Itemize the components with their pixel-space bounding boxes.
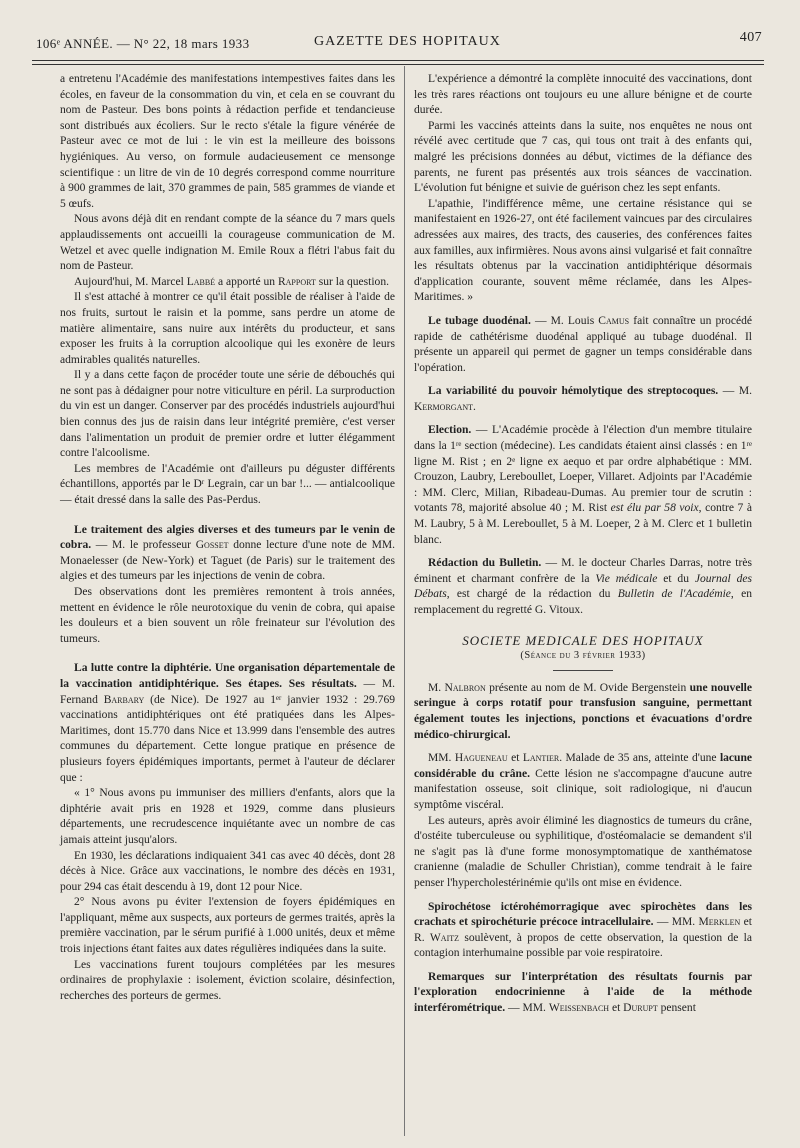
article-diphtheria: La lutte contre la diphtérie. Une organisation départementale de la vaccination antidiphtérique. Ses étapes. Ses résultats. — M. Fernand Barbary (de Nice). De 1927 au 1ᵉʳ janvier 1932 : 29.769 vaccinations antidiphtériques ont été pratiquées dans les Alpes-Maritimes, dont 15.770 dans Nice et 13.999 dans l'ensemble des autres communes du département. Cette longue pratique en présence de plusieurs foyers épidémiques importants, permet à l'auteur de déclarer que : <box>60 662 395 784</box>
author-name: Camus <box>598 314 630 327</box>
author-name: Durupt <box>623 1002 658 1015</box>
section-title: SOCIETE MEDICALE DES HOPITAUX <box>462 632 704 648</box>
article-cobra: Le traitement des algies diverses et des tumeurs par le venin de cobra. — M. le professeur Gosset donne lecture d'une note de MM. Monaelesser (de New-York) et Taguet (de Paris) sur le traitement des algies et des tumeurs par les injections de venin de cobra. <box>60 523 395 583</box>
paragraph: Nous avons déjà dit en rendant compte de la séance du 7 mars quels applaudissements ont accueilli la courageuse communication de M. Wetzel et avec quelle indignation M. Emile Roux a flétri l'abus fait du nom de Pasteur. <box>60 213 395 273</box>
article-crane: MM. Hagueneau et Lantier. Malade de 35 ans, atteinte d'une lacune considérable du crâne. Cette lésion ne s'accompagne d'aucune autre manifestation osseuse, soit clinique, soit radiologique, ni d'aucun symptôme viscéral. <box>414 752 753 811</box>
page-header <box>32 28 762 58</box>
author-name: Waitz <box>429 931 460 944</box>
paragraph: Il y a dans cette façon de procéder toute une série de débouchés qui ne sont pas à dédaigner pour notre viticulture en péril. La surproduction du vin est un danger. Conserver par des procédés industriels aujourd'hui bien connus des jus de raisin dans leur intégrité première, c'est verser dans l'alimentation un produit de premier ordre et lutter élégamment contre l'alcoolisme. <box>60 369 395 460</box>
author-name: Nalbron <box>444 681 486 694</box>
header-rule-top <box>32 60 764 61</box>
article-tubage: Le tubage duodénal. — M. Louis Camus fait connaître un procédé rapide de cathétérisme duodénal appliqué au tubage duodénal. Il présente un appareil qui permet de gagner un temps considérable dans l'opération. <box>414 314 752 374</box>
article-interferometrie: Remarques sur l'interprétation des résultats fournis par l'exploration endocrinienne à l'aide de la méthode interférométrique. — MM. Weissenbach et Durupt pensent <box>414 970 752 1015</box>
paragraph: Les membres de l'Académie ont d'ailleurs pu déguster différents échantillons, apportés par le Dʳ Legrain, car un bar !... — antialcoolique — était dressé dans la salle des Pas-Perdus. <box>60 462 395 507</box>
article-title: La variabilité du pouvoir hémolytique des streptocoques. <box>428 385 719 398</box>
quote-paragraph: Les vaccinations furent toujours complétées par les mesures ordinaires de prophylaxie : isolement, éviction scolaire, désinfection, recherches des porteurs de germes. <box>60 958 395 1002</box>
page-number: 407 <box>739 30 762 45</box>
paragraph: Il s'est attaché à montrer ce qu'il était possible de réaliser à l'aide de nos fruits, surtout le raisin et la pomme, sans perdre un atome de matière alimentaire, sans nuire aux intérêts du producteur, et sans exposer les fruits à la corruption alcoolique qui les exonère de leurs admirables qualités naturelles. <box>60 291 395 366</box>
quote-paragraph: En 1930, les déclarations indiquaient 341 cas avec 40 décès, dont 28 décès à Nice. Grâce aux vaccinations, le nombre des décès en 1931, pour 294 cas était descendu à 19, dont 12 pour Nice. <box>60 849 395 893</box>
article-title: Rédaction du Bulletin. <box>428 557 542 570</box>
article-streptococci: La variabilité du pouvoir hémolytique des streptocoques. — M. Kermorgant. <box>414 385 752 413</box>
author-name: Gosset <box>195 539 229 552</box>
paragraph: L'apathie, l'indifférence même, une certaine résistance qui se manifestaient en 1926-27, ont été facilement vaincues par des circulaires adressées aux maires, des tracts, des causeries, des conférences faites aux familles, aux infirmières. Nous avons ainsi vulgarisé et fait connaître les résultats obtenus par la vaccination antidiphtérique désormais d'application courante, souvent même réclamée, dans les Alpes-Maritimes. » <box>414 197 752 304</box>
author-name: Merklen <box>698 916 741 929</box>
article-title: Election. <box>428 424 472 437</box>
quote-paragraph: « 1° Nous avons pu immuniser des milliers d'enfants, alors que la diphtérie avait pris en 1928 et 1929, comme dans plusieurs départements, une recrudescence inquiétante avec un nombre de cas jamais atteint jusqu'alors. <box>60 787 395 846</box>
author-name: Kermorgant. <box>414 400 476 413</box>
report-label: Rapport <box>277 275 316 288</box>
author-name: Barbary <box>103 693 145 706</box>
paragraph: Les auteurs, après avoir éliminé les diagnostics de tumeurs du crâne, d'ostéite tuberculeuse ou syphilitique, d'ostéomalacie se demandent s'il ne s'agit pas là d'une forme monosymptomatique de xanthématose cranienne (maladie de Schuller Christian), comme tendrait à le faire penser l'hypercholestérinémie qu'ils ont mise en évidence. <box>414 814 752 889</box>
right-column <box>414 72 752 1017</box>
article-title: La lutte contre la diphtérie. Une organisation départementale de la vaccination antidiphtérique. Ses étapes. Ses résultats. <box>60 662 395 690</box>
paragraph: Parmi les vaccinés atteints dans la suite, nos enquêtes ne nous ont révélé avec certitude que 7 cas, qui tous ont trait à des enfants qui, malgré les précisions données au début, victimes de la défiance des parents, ne furent pas présentés aux trois séances de vaccination. L'évolution fut bénigne et suivie de guérison chez les sept enfants. <box>414 119 752 195</box>
left-column <box>60 72 395 1004</box>
quote-paragraph: 2° Nous avons pu éviter l'extension de foyers épidémiques en l'appliquant, même aux suspects, aux porteurs de germes traités, après la première vaccination, par le sérum purifié à 1.000 unités, deux et même trois injections étant faites aux dates régulières indiquées dans la suite. <box>60 896 395 956</box>
article-bulletin: Rédaction du Bulletin. — M. le docteur Charles Darras, notre très éminent et charmant confrère de la Vie médicale et du Journal des Débats, est chargé de la rédaction du Bulletin de l'Académie, en remplacement du regretté G. Vitoux. <box>414 557 752 616</box>
article-election: Election. — L'Académie procède à l'élection d'un membre titulaire dans la 1ʳᵉ section (médecine). Les candidats étaient ainsi classés : en 1ʳᵉ ligne M. Rist ; en 2ᵉ ligne ex aequo et par ordre alphabétique : MM. Crouzon, Laubry, Lereboullet, Loeper, Villaret. Adjoints par l'Académie : MM. Clerc, Milian, Ribadeau-Dumas. Au premier tour de scrutin : votants 78, majorité absolue 40 ; M. Rist est élu par 58 voix, contre 7 à M. Laubry, 5 à M. Lereboullet, 5 à M. Loeper, 2 à M. Clerc et 1 bulletin blanc. <box>414 424 752 546</box>
article-spirochetose: Spirochétose ictérohémorragique avec spirochètes dans les crachats et spirochéturie précoce intracellulaire. — MM. Merklen et R. Waitz soulèvent, à propos de cette observation, la question de la contagion interhumaine possible par voie respiratoire. <box>414 900 752 960</box>
article-seringue: M. Nalbron présente au nom de M. Ovide Bergenstein une nouvelle seringue à corps rotatif pour transfusion sanguine, permettant également toutes les injections, ponctions et évacuations d'ordre médico-chirurgical. <box>414 681 752 741</box>
section-rule <box>553 670 613 671</box>
article-title: Spirochétose ictérohémorragique avec spirochètes dans les crachats et spirochéturie précoce intracellulaire. <box>414 900 752 929</box>
issue-info: 106ᵉ ANNÉE. — N° 22, 18 mars 1933 <box>36 36 250 51</box>
journal-title: GAZETTE DES HOPITAUX <box>314 34 501 49</box>
author-name: Hagueneau <box>454 752 508 765</box>
article-title: Le tubage duodénal. <box>428 314 531 327</box>
column-divider <box>404 66 405 1136</box>
author-name: Weissenbach <box>548 1002 610 1015</box>
section-subtitle: (Séance du 3 février 1933) <box>520 650 646 662</box>
article-title: Remarques sur l'interprétation des résultats fournis par l'exploration endocrinienne à l'aide de la méthode interférométrique. <box>414 970 752 1015</box>
paragraph: L'expérience a démontré la complète innocuité des vaccinations, dont les très rares réactions ont toujours eu une allure bénigne et de courte durée. <box>414 73 752 117</box>
header-rule-bottom <box>32 64 764 65</box>
author-name: Labbé <box>186 275 216 288</box>
article-title: Le traitement des algies diverses et des tumeurs par le venin de cobra. <box>60 523 395 552</box>
paragraph: Des observations dont les premières remontent à trois années, mettent en évidence le rôle neurotoxique du venin de cobra, qui apaise les douleurs et a bien souvent un rôle freinateur sur l'évolution des tumeurs. <box>60 586 395 645</box>
paragraph: a entretenu l'Académie des manifestations intempestives faites dans les écoles, en faveur de la consommation du vin, et cela en se couvrant du nom de Pasteur. Des bons points à rédaction perfide et tendancieuse sont distribués aux écoliers. Sur le recto s'étale la figure vénérée de Pasteur avec ce mot de lui : le vin est la meilleure des boissons hygiéniques. Au verso, on formule audacieusement ce mensonge scientifique : un litre de vin de 10 degrés correspond comme nourriture à 900 grammes de lait, 370 grammes de pain, 585 grammes de viande et 5 œufs. <box>60 73 395 210</box>
author-name: Lantier. <box>522 752 563 765</box>
paragraph: Aujourd'hui, M. Marcel Labbé a apporté un Rapport sur la question. <box>74 275 389 288</box>
